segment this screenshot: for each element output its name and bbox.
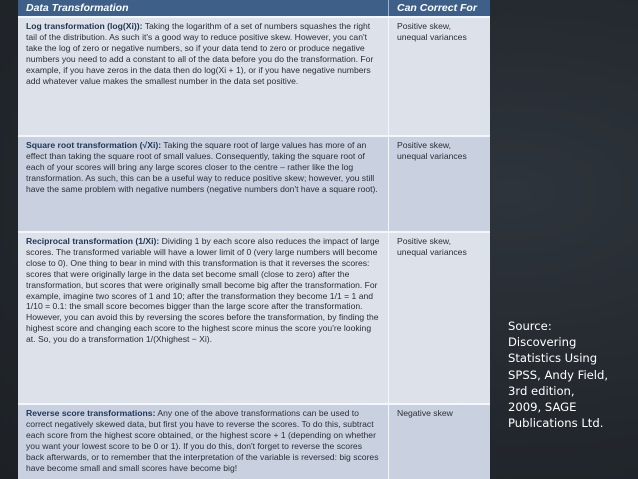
- caption-line: Discovering: [508, 335, 577, 350]
- data-transformation-table: [18, 0, 490, 479]
- transformation-term: Reciprocal transformation (1/Xi):: [26, 236, 160, 246]
- table-row: [18, 16, 490, 135]
- caption-line: SPSS, Andy Field,: [508, 367, 609, 382]
- table-row: [18, 231, 490, 403]
- transformation-term: Log transformation (log(Xi)):: [26, 21, 143, 31]
- source-caption: [508, 318, 632, 431]
- transformation-text: Taking the logarithm of a set of numbers squashes the right tail of the distribution. As such it's a good way to reduce positive skew. However, you can't take the log of zero or negative numbers, so if your data tend to zero or produce negative numbers you need to add a constant to all of the data before you do the transformation. For example, if you have zeros in the data then do log(Xi + 1), or if you have negative numbers add whatever value makes the smallest number in the data set positive.: [26, 21, 374, 86]
- header-data-transformation: Data Transformation: [26, 2, 129, 14]
- transformation-text: Taking the square root of large values has more of an effect than taking the square root of small values. Consequently, taking the square root of each of your scores will bring any large scores closer to the centre – rather like the log transformation. As such, this can be a useful way to reduce positive skew; however, you still have the same problem with negative numbers (negative numbers don't have a square root).: [26, 140, 378, 194]
- transformation-term: Square root transformation (√Xi):: [26, 140, 162, 150]
- header-can-correct-for: Can Correct For: [388, 0, 490, 16]
- caption-line: Publications Ltd.: [508, 416, 604, 431]
- transformation-description: [18, 233, 388, 403]
- corrects-for-cell: Positive skew, unequal variances: [388, 18, 490, 135]
- transformation-description: [18, 137, 388, 231]
- table-header: [18, 0, 490, 16]
- corrects-for-cell: Positive skew, unequal variances: [388, 137, 490, 231]
- transformation-description: [18, 405, 388, 479]
- caption-line: Source:: [508, 319, 552, 333]
- table-body: [18, 16, 490, 479]
- corrects-for-cell: Positive skew, unequal variances: [388, 233, 490, 403]
- caption-line: 3rd edition,: [508, 383, 575, 398]
- caption-line: 2009, SAGE: [508, 400, 577, 415]
- transformation-description: [18, 18, 388, 135]
- table-row: [18, 403, 490, 479]
- transformation-term: Reverse score transformations:: [26, 408, 156, 418]
- table-row: [18, 135, 490, 231]
- transformation-text: Any one of the above transformations can be used to correct negatively skewed data, but first you have to reverse the scores. To do this, subtract each score from the highest score obtained, or the highest score + 1 (depending on whether you want your lowest score to be 0 or 1). If you do this, don't forget to reverse the scores back afterwards, or to remember that the interpretation of the variable is reversed: big scores have become small and small scores have become big!: [26, 408, 379, 473]
- corrects-for-cell: Negative skew: [388, 405, 490, 479]
- transformation-text: Dividing 1 by each score also reduces the impact of large scores. The transformed variable will have a lower limit of 0 (very large numbers will become close to 0). One thing to bear in mind with this transformation is that it reverses the scores: scores that were originally large in the data set become small (close to zero) after the transformation, but scores that were originally small become big after the transformation. For example, imagine two scores of 1 and 10; after the transformation they become 1/1 = 1 and 1/10 = 0.1: the small score becomes bigger than the large score after the transformation. However, you can avoid this by reversing the scores before the transformation, by finding the highest score and changing each score to the highest score minus the score you're looking at. So, you do a transformation 1/(Xhighest − Xi).: [26, 236, 380, 345]
- caption-line: Statistics Using: [508, 351, 598, 366]
